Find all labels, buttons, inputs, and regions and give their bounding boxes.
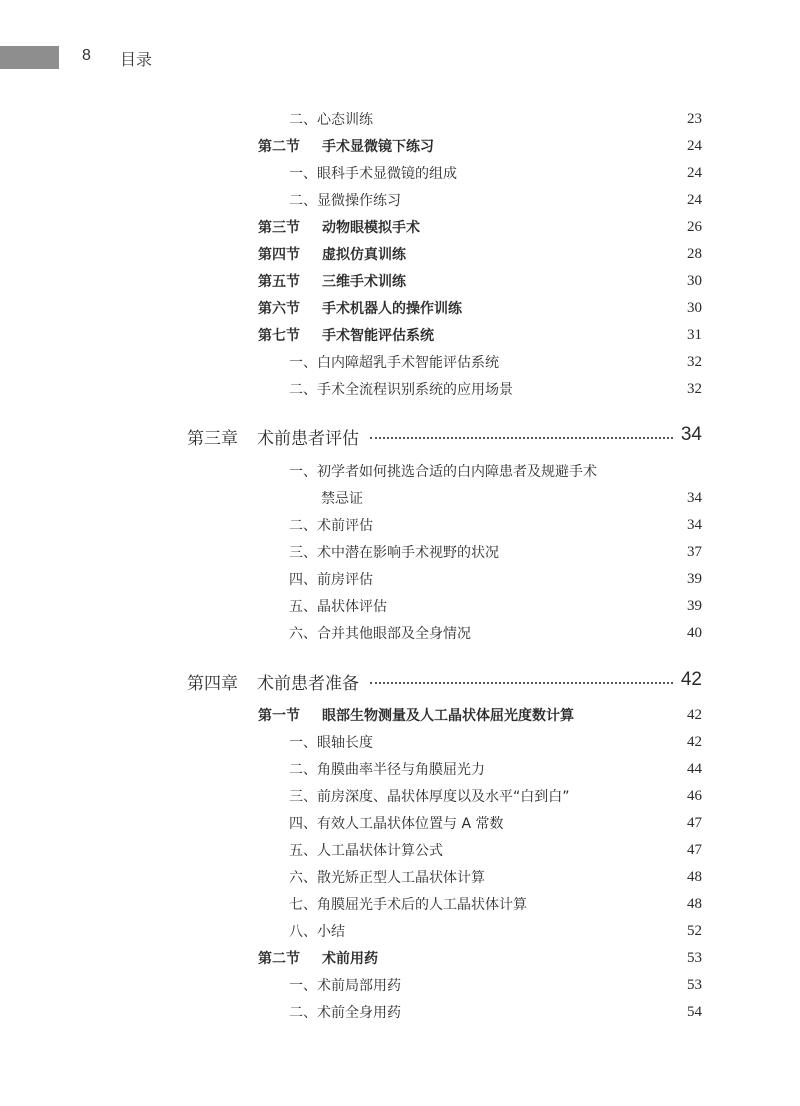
toc-page: 26 xyxy=(687,219,702,235)
toc-chapter-title: 术前患者准备 xyxy=(257,674,359,694)
toc-page: 40 xyxy=(687,625,702,641)
toc-page: 34 xyxy=(680,424,702,445)
toc-label: 二、手术全流程识别系统的应用场景 xyxy=(289,382,513,398)
toc-chapter-number: 第四章 xyxy=(187,674,238,694)
toc-page: 34 xyxy=(687,517,702,533)
toc-label: 二、术前全身用药 xyxy=(289,1005,401,1021)
toc-chapter-title: 术前患者评估 xyxy=(257,429,359,449)
page-title: 目录 xyxy=(120,50,153,69)
toc-label: 二、角膜曲率半径与角膜屈光力 xyxy=(289,762,485,778)
toc-label: 六、散光矫正型人工晶状体计算 xyxy=(289,870,485,886)
toc-subsection[interactable] xyxy=(0,109,800,133)
toc-page: 46 xyxy=(687,788,702,804)
toc-section-number: 第三节 xyxy=(258,220,300,236)
toc-subsection[interactable] xyxy=(0,759,800,783)
toc-subsection[interactable] xyxy=(0,488,800,512)
toc-page: 30 xyxy=(687,300,702,316)
toc-label: 一、眼科手术显微镜的组成 xyxy=(289,166,457,182)
toc-section-number: 第四节 xyxy=(258,247,300,263)
toc-section-title: 三维手术训练 xyxy=(322,274,406,290)
toc-page: 48 xyxy=(687,896,702,912)
toc-section-number: 第五节 xyxy=(258,274,300,290)
toc-section-number: 第二节 xyxy=(258,139,300,155)
toc-subsection[interactable] xyxy=(0,190,800,214)
toc-section-number: 第二节 xyxy=(258,951,300,967)
toc-page: 32 xyxy=(687,354,702,370)
toc-page: 47 xyxy=(687,815,702,831)
toc-page: 28 xyxy=(687,246,702,262)
toc-subsection[interactable] xyxy=(0,542,800,566)
toc-subsection[interactable] xyxy=(0,732,800,756)
toc-label: 三、前房深度、晶状体厚度以及水平“白到白” xyxy=(289,789,570,805)
toc-label: 五、晶状体评估 xyxy=(289,599,387,615)
toc-label: 二、显微操作练习 xyxy=(289,193,401,209)
toc-label: 四、前房评估 xyxy=(289,572,373,588)
toc-subsection[interactable] xyxy=(0,921,800,945)
toc-page: 32 xyxy=(687,381,702,397)
toc-section-number: 第六节 xyxy=(258,301,300,317)
toc-label: 六、合并其他眼部及全身情况 xyxy=(289,626,471,642)
toc-leader-dots xyxy=(370,682,673,684)
toc-label: 七、角膜屈光手术后的人工晶状体计算 xyxy=(289,897,527,913)
toc-leader-dots xyxy=(370,437,673,439)
toc-page: 30 xyxy=(687,273,702,289)
toc-subsection[interactable] xyxy=(0,867,800,891)
toc-page: 24 xyxy=(687,138,702,154)
toc-section[interactable] xyxy=(0,298,800,322)
toc-subsection[interactable] xyxy=(0,840,800,864)
toc-section[interactable] xyxy=(0,271,800,295)
toc-page: 39 xyxy=(687,571,702,587)
toc-subsection[interactable] xyxy=(0,461,800,485)
toc-page: 53 xyxy=(687,977,702,993)
toc-chapter[interactable] xyxy=(0,426,800,450)
toc-label: 一、初学者如何挑选合适的白内障患者及规避手术 xyxy=(289,464,597,480)
toc-section-number: 第一节 xyxy=(258,708,300,724)
toc-page: 52 xyxy=(687,923,702,939)
toc-section[interactable] xyxy=(0,217,800,241)
toc-page: 24 xyxy=(687,165,702,181)
toc-subsection[interactable] xyxy=(0,352,800,376)
toc-subsection[interactable] xyxy=(0,515,800,539)
toc-section[interactable] xyxy=(0,244,800,268)
toc-subsection[interactable] xyxy=(0,975,800,999)
toc-section-title: 眼部生物测量及人工晶状体屈光度数计算 xyxy=(322,708,574,724)
toc-label: 一、术前局部用药 xyxy=(289,978,401,994)
toc-subsection[interactable] xyxy=(0,894,800,918)
toc-section[interactable] xyxy=(0,948,800,972)
toc-page: 48 xyxy=(687,869,702,885)
toc-page: 31 xyxy=(687,327,702,343)
toc-subsection[interactable] xyxy=(0,786,800,810)
toc-label: 八、小结 xyxy=(289,924,345,940)
toc-chapter-number: 第三章 xyxy=(187,429,238,449)
toc-page: 39 xyxy=(687,598,702,614)
toc-label: 禁忌证 xyxy=(321,491,363,507)
toc-page: 37 xyxy=(687,544,702,560)
toc-label: 四、有效人工晶状体位置与 A 常数 xyxy=(289,816,504,832)
toc-label: 三、术中潜在影响手术视野的状况 xyxy=(289,545,499,561)
toc-page: 53 xyxy=(687,950,702,966)
toc-page: 42 xyxy=(680,669,702,690)
toc-page: 44 xyxy=(687,761,702,777)
toc-page: 24 xyxy=(687,192,702,208)
toc-label: 一、眼轴长度 xyxy=(289,735,373,751)
toc-page: 54 xyxy=(687,1004,702,1020)
toc-section-number: 第七节 xyxy=(258,328,300,344)
toc-subsection[interactable] xyxy=(0,1002,800,1026)
toc-label: 一、白内障超乳手术智能评估系统 xyxy=(289,355,499,371)
toc-chapter[interactable] xyxy=(0,671,800,695)
header-gray-bar xyxy=(0,46,59,69)
page-number: 8 xyxy=(82,47,91,64)
toc-subsection[interactable] xyxy=(0,596,800,620)
toc-page: 42 xyxy=(687,707,702,723)
toc-section-title: 术前用药 xyxy=(322,951,378,967)
toc-label: 二、术前评估 xyxy=(289,518,373,534)
toc-label: 二、心态训练 xyxy=(289,112,373,128)
toc-page: 47 xyxy=(687,842,702,858)
toc-section-title: 手术智能评估系统 xyxy=(322,328,434,344)
toc-subsection[interactable] xyxy=(0,813,800,837)
toc-section[interactable] xyxy=(0,705,800,729)
toc-subsection[interactable] xyxy=(0,163,800,187)
toc-subsection[interactable] xyxy=(0,623,800,647)
toc-section-title: 手术显微镜下练习 xyxy=(322,139,434,155)
toc-section[interactable] xyxy=(0,325,800,349)
toc-section-title: 手术机器人的操作训练 xyxy=(322,301,462,317)
toc-section-title: 动物眼模拟手术 xyxy=(322,220,420,236)
toc-subsection[interactable] xyxy=(0,569,800,593)
toc-section[interactable] xyxy=(0,136,800,160)
toc-page: 23 xyxy=(687,111,702,127)
toc-label: 五、人工晶状体计算公式 xyxy=(289,843,443,859)
toc-page: 42 xyxy=(687,734,702,750)
toc-page: 34 xyxy=(687,490,702,506)
toc-section-title: 虚拟仿真训练 xyxy=(322,247,406,263)
toc-subsection[interactable] xyxy=(0,379,800,403)
